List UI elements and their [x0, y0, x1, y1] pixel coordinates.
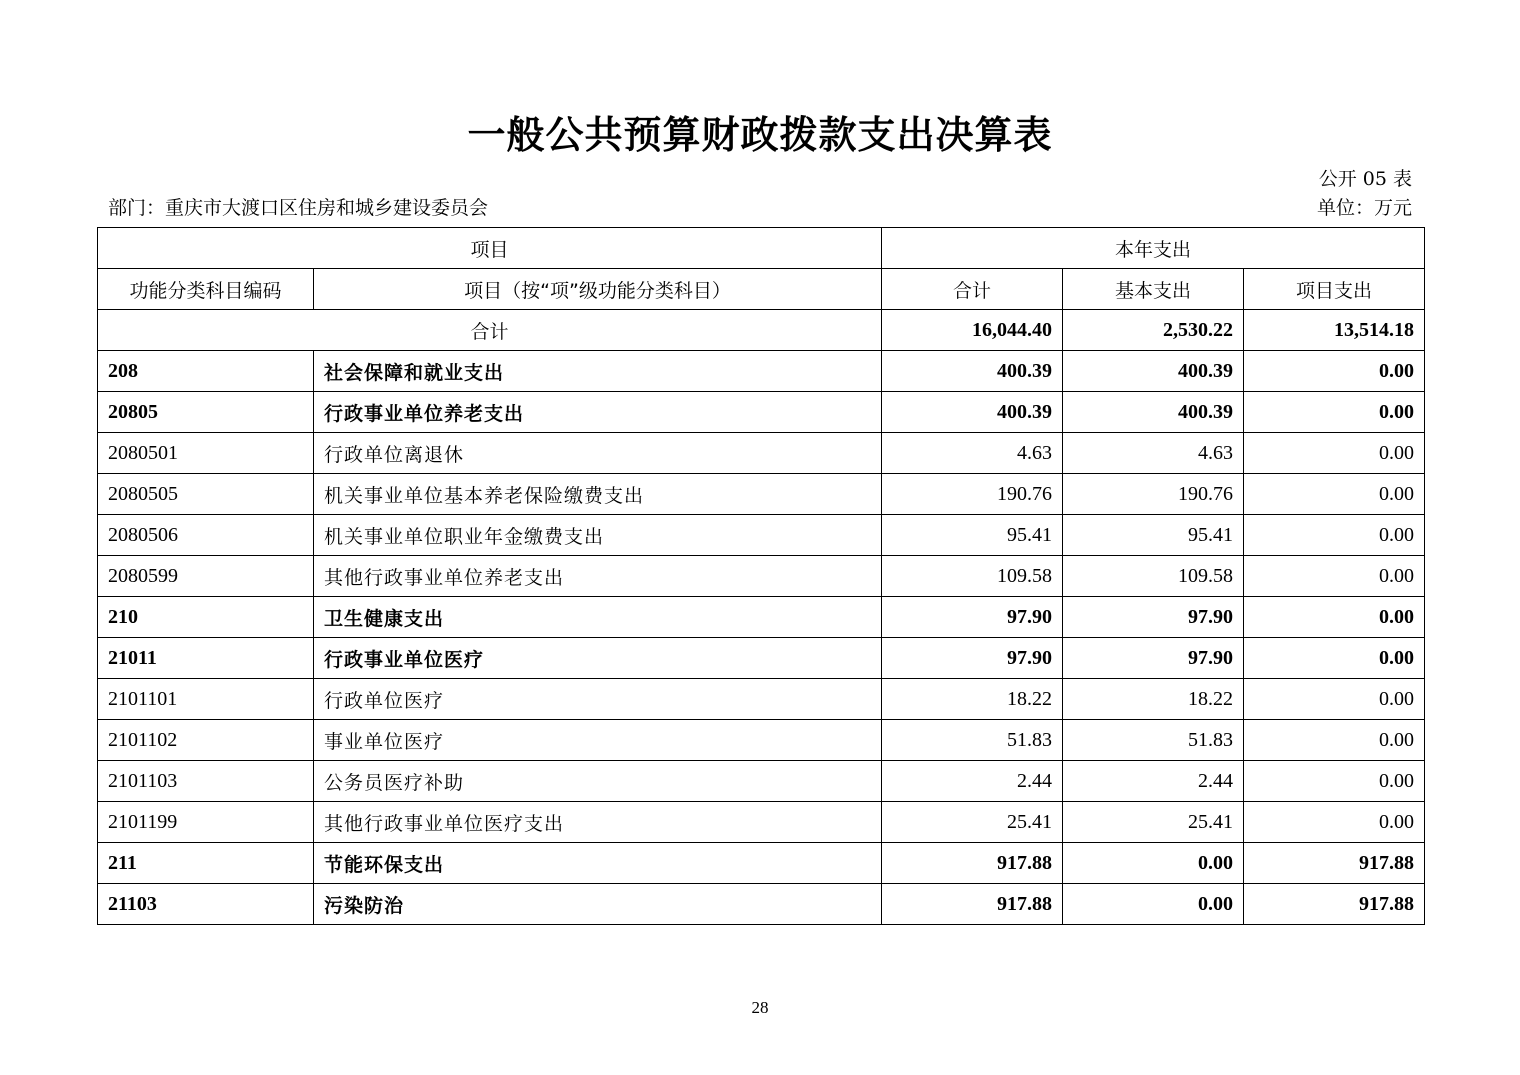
row-name: 机关事业单位职业年金缴费支出 [314, 515, 882, 556]
row-code: 2080506 [98, 515, 314, 556]
page-title: 一般公共预算财政拨款支出决算表 [467, 113, 1053, 157]
row-code: 2080599 [98, 556, 314, 597]
table-row [98, 720, 1425, 761]
row-code: 2101101 [98, 679, 314, 720]
table-row [98, 474, 1425, 515]
row-total: 917.88 [882, 884, 1063, 925]
table-row [98, 638, 1425, 679]
row-code: 210 [98, 597, 314, 638]
total-total: 16,044.40 [882, 310, 1063, 351]
row-project: 0.00 [1244, 638, 1425, 679]
row-project: 0.00 [1244, 802, 1425, 843]
table-row [98, 843, 1425, 884]
row-basic: 95.41 [1063, 515, 1244, 556]
row-project: 0.00 [1244, 556, 1425, 597]
row-name: 卫生健康支出 [314, 597, 882, 638]
row-code: 211 [98, 843, 314, 884]
row-project: 0.00 [1244, 474, 1425, 515]
row-code: 208 [98, 351, 314, 392]
header-project: 项目 [98, 228, 882, 269]
page-number: 28 [751, 998, 769, 1017]
department-label: 部门：重庆市大渡口区住房和城乡建设委员会 [108, 197, 489, 219]
row-project: 0.00 [1244, 351, 1425, 392]
row-name: 事业单位医疗 [314, 720, 882, 761]
row-basic: 0.00 [1063, 884, 1244, 925]
row-code: 20805 [98, 392, 314, 433]
row-project: 0.00 [1244, 515, 1425, 556]
header-row-2 [98, 269, 1425, 310]
row-name: 其他行政事业单位医疗支出 [314, 802, 882, 843]
row-code: 2080501 [98, 433, 314, 474]
row-basic: 109.58 [1063, 556, 1244, 597]
row-basic: 25.41 [1063, 802, 1244, 843]
row-basic: 400.39 [1063, 351, 1244, 392]
header-code: 功能分类科目编码 [98, 269, 314, 310]
table-row [98, 679, 1425, 720]
row-project: 917.88 [1244, 843, 1425, 884]
row-basic: 97.90 [1063, 597, 1244, 638]
row-project: 0.00 [1244, 761, 1425, 802]
row-name: 行政单位离退休 [314, 433, 882, 474]
header-basic: 基本支出 [1063, 269, 1244, 310]
table-row [98, 515, 1425, 556]
row-basic: 18.22 [1063, 679, 1244, 720]
row-total: 97.90 [882, 638, 1063, 679]
row-total: 18.22 [882, 679, 1063, 720]
table-row [98, 556, 1425, 597]
header-project-expenditure: 项目支出 [1244, 269, 1425, 310]
total-label: 合计 [98, 310, 882, 351]
row-total: 51.83 [882, 720, 1063, 761]
table-body [98, 310, 1425, 925]
total-row [98, 310, 1425, 351]
total-project: 13,514.18 [1244, 310, 1425, 351]
row-total: 25.41 [882, 802, 1063, 843]
row-total: 400.39 [882, 351, 1063, 392]
row-total: 2.44 [882, 761, 1063, 802]
row-name: 行政事业单位医疗 [314, 638, 882, 679]
table-row [98, 433, 1425, 474]
row-name: 机关事业单位基本养老保险缴费支出 [314, 474, 882, 515]
row-total: 400.39 [882, 392, 1063, 433]
header-row-1 [98, 228, 1425, 269]
row-project: 0.00 [1244, 720, 1425, 761]
row-total: 109.58 [882, 556, 1063, 597]
row-code: 21011 [98, 638, 314, 679]
header-current-year: 本年支出 [882, 228, 1425, 269]
table-row [98, 802, 1425, 843]
row-basic: 0.00 [1063, 843, 1244, 884]
row-basic: 2.44 [1063, 761, 1244, 802]
row-name: 行政单位医疗 [314, 679, 882, 720]
row-project: 917.88 [1244, 884, 1425, 925]
table-row [98, 392, 1425, 433]
row-name: 其他行政事业单位养老支出 [314, 556, 882, 597]
total-basic: 2,530.22 [1063, 310, 1244, 351]
row-project: 0.00 [1244, 392, 1425, 433]
row-project: 0.00 [1244, 597, 1425, 638]
row-code: 21103 [98, 884, 314, 925]
row-total: 95.41 [882, 515, 1063, 556]
row-total: 4.63 [882, 433, 1063, 474]
row-code: 2101103 [98, 761, 314, 802]
row-name: 节能环保支出 [314, 843, 882, 884]
row-basic: 190.76 [1063, 474, 1244, 515]
header-total: 合计 [882, 269, 1063, 310]
row-name: 污染防治 [314, 884, 882, 925]
row-name: 公务员医疗补助 [314, 761, 882, 802]
row-basic: 4.63 [1063, 433, 1244, 474]
row-project: 0.00 [1244, 433, 1425, 474]
row-code: 2080505 [98, 474, 314, 515]
unit-label: 单位：万元 [1316, 197, 1412, 219]
row-total: 917.88 [882, 843, 1063, 884]
row-basic: 400.39 [1063, 392, 1244, 433]
row-name: 社会保障和就业支出 [314, 351, 882, 392]
row-code: 2101102 [98, 720, 314, 761]
table-row [98, 597, 1425, 638]
row-project: 0.00 [1244, 679, 1425, 720]
row-total: 190.76 [882, 474, 1063, 515]
budget-table [97, 227, 1425, 925]
row-basic: 51.83 [1063, 720, 1244, 761]
form-number: 公开 05 表 [1318, 168, 1412, 190]
row-name: 行政事业单位养老支出 [314, 392, 882, 433]
table-row [98, 884, 1425, 925]
table-row [98, 351, 1425, 392]
row-code: 2101199 [98, 802, 314, 843]
row-total: 97.90 [882, 597, 1063, 638]
table-row [98, 761, 1425, 802]
row-basic: 97.90 [1063, 638, 1244, 679]
header-item: 项目（按“项”级功能分类科目） [314, 269, 882, 310]
